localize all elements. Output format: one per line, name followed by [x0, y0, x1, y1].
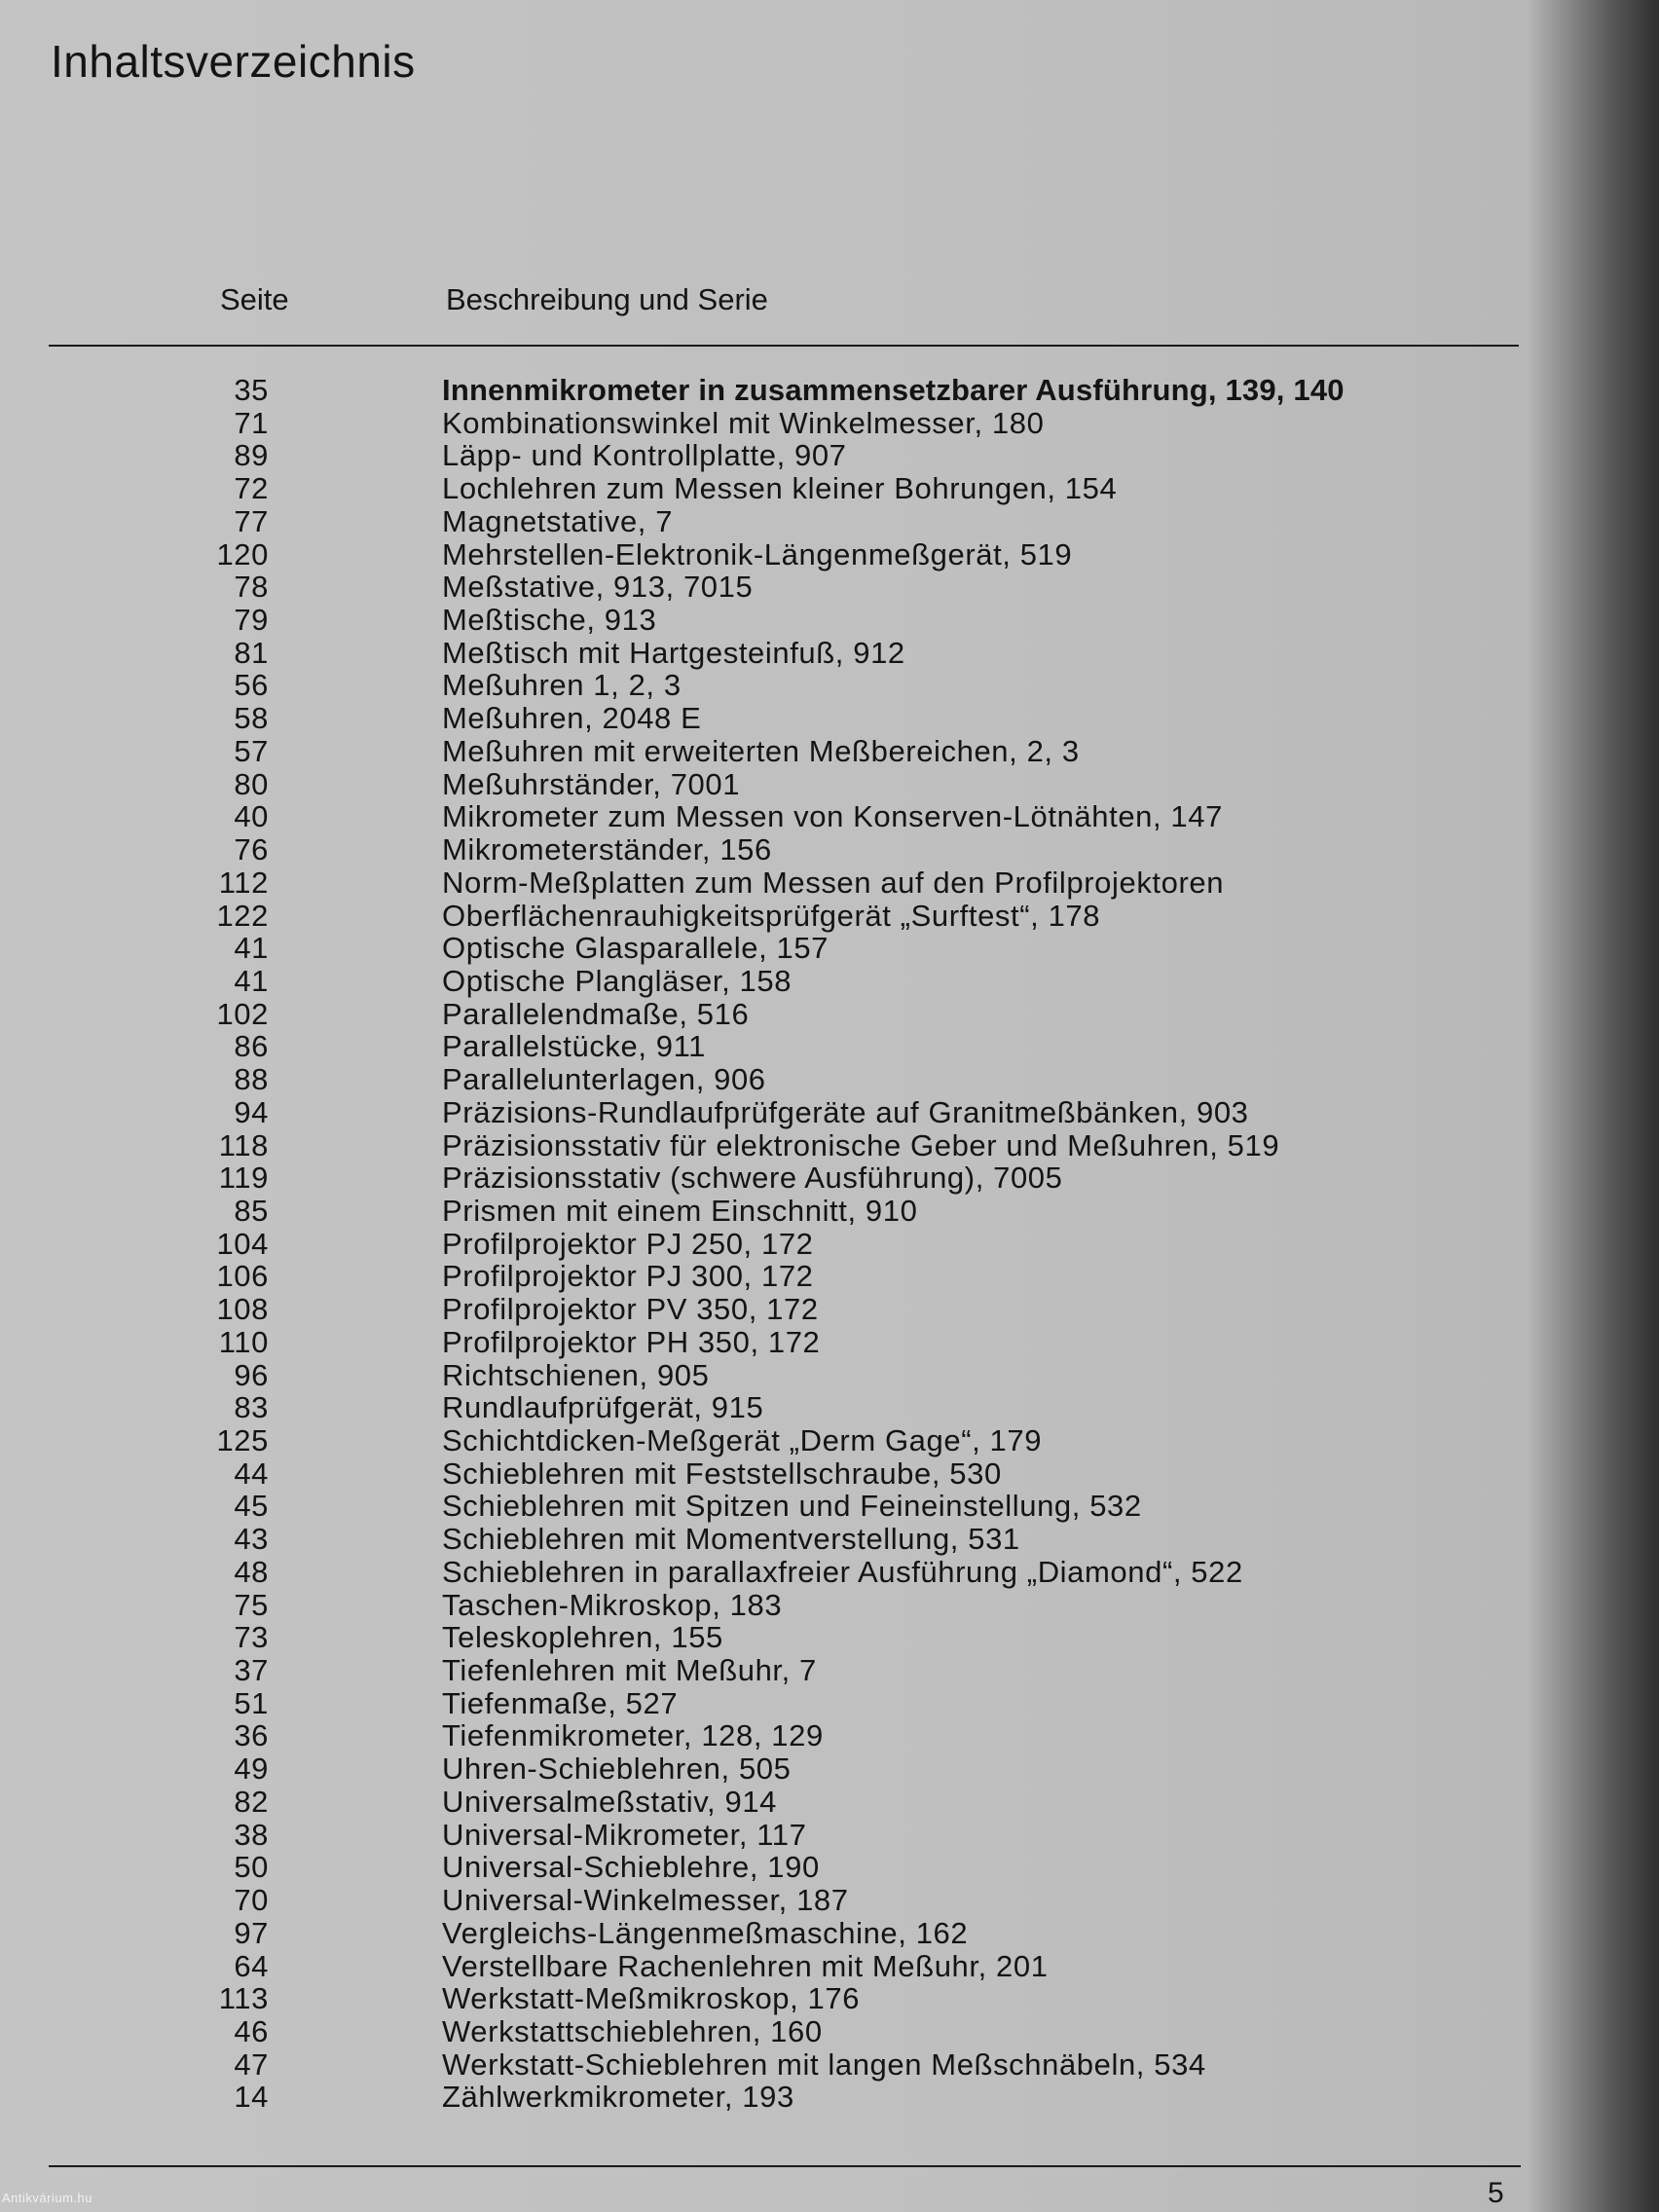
- toc-entry: [0, 1030, 1659, 1063]
- toc-entry: [0, 637, 1659, 670]
- toc-entry-description: Universal-Mikrometer, 117: [442, 1817, 807, 1852]
- toc-entry: [0, 1523, 1659, 1556]
- toc-entry-page: 14: [234, 2080, 269, 2115]
- toc-entry-description: Uhren-Schieblehren, 505: [442, 1751, 792, 1787]
- toc-entry-page: 82: [234, 1784, 269, 1819]
- toc-entry-description: Kombinationswinkel mit Winkelmesser, 180: [442, 405, 1045, 440]
- toc-entry-page: 125: [216, 1423, 269, 1457]
- toc-entry-page: 120: [216, 536, 269, 571]
- toc-entry-description: Profilprojektor PJ 250, 172: [442, 1226, 814, 1261]
- toc-entry-page: 118: [218, 1127, 269, 1162]
- page-title: Inhaltsverzeichnis: [51, 36, 416, 87]
- toc-entry: [0, 1293, 1659, 1326]
- toc-entry-description: Präzisionsstativ für elektronische Geber und Meßuhren, 519: [442, 1127, 1280, 1162]
- toc-entry: [0, 1654, 1659, 1687]
- toc-entry: [0, 1589, 1659, 1622]
- toc-entry-page: 36: [234, 1718, 269, 1753]
- toc-entry-description: Universal-Winkelmesser, 187: [442, 1883, 849, 1918]
- toc-entry-description: Werkstattschieblehren, 160: [442, 2013, 823, 2048]
- toc-entry: [0, 1096, 1659, 1129]
- toc-entry-page: 70: [234, 1883, 269, 1918]
- toc-entry: [0, 1129, 1659, 1162]
- toc-entry-description: Norm-Meßplatten zum Messen auf den Profilprojektoren: [442, 865, 1225, 900]
- toc-entry: [0, 768, 1659, 801]
- toc-entry: [0, 2015, 1659, 2048]
- toc-entry: [0, 1556, 1659, 1589]
- toc-entry-description: Profilprojektor PV 350, 172: [442, 1292, 819, 1327]
- toc-entry-description: Vergleichs-Längenmeßmaschine, 162: [442, 1915, 969, 1950]
- toc-entry-description: Präzisionsstativ (schwere Ausführung), 7005: [442, 1161, 1063, 1196]
- toc-entry-description: Teleskoplehren, 155: [442, 1620, 723, 1655]
- toc-entry-description: Universalmeßstativ, 914: [442, 1784, 778, 1819]
- toc-entry-description: Profilprojektor PH 350, 172: [442, 1324, 821, 1359]
- toc-entry-page: 110: [218, 1324, 269, 1359]
- toc-entry-page: 96: [234, 1357, 269, 1392]
- toc-entry: [0, 505, 1659, 538]
- toc-entry-page: 51: [234, 1685, 269, 1720]
- toc-entry-page: 89: [234, 438, 269, 473]
- toc-entry-description: Innenmikrometer in zusammensetzbarer Ausführung, 139, 140: [442, 373, 1345, 407]
- toc-entry-page: 77: [234, 503, 269, 538]
- toc-entry: [0, 1161, 1659, 1195]
- toc-entry-page: 49: [234, 1751, 269, 1787]
- toc-entry: [0, 1260, 1659, 1293]
- toc-list: [0, 374, 1659, 2114]
- toc-entry: [0, 1884, 1659, 1917]
- toc-entry-page: 73: [234, 1620, 269, 1655]
- toc-entry: [0, 1228, 1659, 1261]
- toc-entry-description: Mikrometer zum Messen von Konserven-Lötnähten, 147: [442, 799, 1223, 834]
- toc-entry-description: Lochlehren zum Messen kleiner Bohrungen, 154: [442, 471, 1118, 506]
- toc-entry: [0, 1457, 1659, 1491]
- toc-entry: [0, 2048, 1659, 2082]
- toc-entry: [0, 900, 1659, 933]
- toc-entry: [0, 1687, 1659, 1720]
- toc-entry-page: 119: [218, 1161, 269, 1196]
- toc-entry-page: 113: [218, 1981, 269, 2016]
- toc-entry-page: 44: [234, 1456, 269, 1491]
- toc-entry-description: Prismen mit einem Einschnitt, 910: [442, 1193, 918, 1228]
- toc-entry-page: 35: [234, 373, 269, 407]
- toc-entry: [0, 407, 1659, 440]
- toc-entry: [0, 571, 1659, 604]
- toc-entry-description: Zählwerkmikrometer, 193: [442, 2080, 794, 2115]
- toc-entry-page: 46: [234, 2013, 269, 2048]
- toc-entry-page: 79: [234, 603, 269, 638]
- toc-entry: [0, 1391, 1659, 1424]
- toc-entry: [0, 1063, 1659, 1096]
- toc-entry: [0, 932, 1659, 965]
- toc-entry: [0, 866, 1659, 900]
- toc-entry-page: 64: [234, 1948, 269, 1983]
- toc-entry-description: Oberflächenrauhigkeitsprüfgerät „Surftest“, 178: [442, 898, 1101, 933]
- toc-entry: [0, 1752, 1659, 1786]
- toc-entry-description: Schieblehren mit Feststellschraube, 530: [442, 1456, 1002, 1491]
- toc-entry-page: 48: [234, 1554, 269, 1589]
- toc-entry-description: Profilprojektor PJ 300, 172: [442, 1259, 814, 1294]
- toc-entry-description: Magnetstative, 7: [442, 503, 674, 538]
- toc-entry-page: 97: [234, 1915, 269, 1950]
- toc-entry-page: 106: [216, 1259, 269, 1294]
- watermark: Antikvárium.hu: [2, 2191, 92, 2205]
- toc-entry: [0, 538, 1659, 571]
- toc-entry-page: 41: [234, 963, 269, 998]
- toc-entry-description: Meßstative, 913, 7015: [442, 570, 754, 605]
- toc-entry-page: 56: [234, 668, 269, 703]
- toc-entry: [0, 374, 1659, 407]
- toc-entry-page: 57: [234, 733, 269, 768]
- toc-entry-description: Schichtdicken-Meßgerät „Derm Gage“, 179: [442, 1423, 1043, 1457]
- toc-entry-description: Parallelunterlagen, 906: [442, 1062, 766, 1097]
- toc-entry-description: Taschen-Mikroskop, 183: [442, 1587, 783, 1622]
- toc-entry-page: 78: [234, 570, 269, 605]
- toc-entry: [0, 472, 1659, 505]
- toc-entry-description: Präzisions-Rundlaufprüfgeräte auf Granitmeßbänken, 903: [442, 1094, 1249, 1129]
- toc-entry-description: Werkstatt-Schieblehren mit langen Meßschnäbeln, 534: [442, 2046, 1206, 2082]
- toc-entry-description: Universal-Schieblehre, 190: [442, 1850, 820, 1885]
- toc-entry: [0, 1950, 1659, 1983]
- toc-entry: [0, 998, 1659, 1031]
- toc-entry-description: Rundlaufprüfgerät, 915: [442, 1390, 764, 1425]
- toc-entry: [0, 1621, 1659, 1654]
- toc-entry-description: Tiefenmaße, 527: [442, 1685, 679, 1720]
- toc-entry-page: 81: [234, 635, 269, 670]
- page-number: 5: [1488, 2177, 1504, 2209]
- toc-entry-description: Meßuhren 1, 2, 3: [442, 668, 682, 703]
- toc-entry-page: 80: [234, 766, 269, 801]
- toc-entry: [0, 833, 1659, 866]
- toc-entry: [0, 965, 1659, 998]
- toc-entry-description: Tiefenlehren mit Meßuhr, 7: [442, 1653, 817, 1688]
- toc-entry: [0, 800, 1659, 833]
- toc-entry: [0, 702, 1659, 735]
- toc-entry-description: Parallelendmaße, 516: [442, 996, 750, 1031]
- toc-entry: [0, 1326, 1659, 1359]
- toc-entry: [0, 735, 1659, 768]
- toc-entry-page: 40: [234, 799, 269, 834]
- column-header-page: Seite: [220, 282, 289, 316]
- toc-entry-page: 37: [234, 1653, 269, 1688]
- toc-entry: [0, 1490, 1659, 1523]
- toc-entry-page: 47: [234, 2046, 269, 2082]
- toc-entry-page: 72: [234, 471, 269, 506]
- toc-entry: [0, 1851, 1659, 1884]
- toc-entry-page: 122: [216, 898, 269, 933]
- toc-entry: [0, 669, 1659, 702]
- toc-entry-page: 38: [234, 1817, 269, 1852]
- toc-entry-page: 108: [216, 1292, 269, 1327]
- toc-entry: [0, 439, 1659, 472]
- toc-entry-description: Schieblehren in parallaxfreier Ausführung „Diamond“, 522: [442, 1554, 1243, 1589]
- toc-entry-page: 71: [234, 405, 269, 440]
- toc-entry-description: Mehrstellen-Elektronik-Längenmeßgerät, 519: [442, 536, 1073, 571]
- toc-entry-page: 41: [234, 931, 269, 966]
- toc-entry-description: Optische Glasparallele, 157: [442, 931, 830, 966]
- toc-entry-description: Werkstatt-Meßmikroskop, 176: [442, 1981, 861, 2016]
- toc-entry-description: Läpp- und Kontrollplatte, 907: [442, 438, 847, 473]
- toc-entry-description: Meßuhren, 2048 E: [442, 701, 702, 736]
- toc-entry-description: Tiefenmikrometer, 128, 129: [442, 1718, 824, 1753]
- toc-entry-description: Meßtische, 913: [442, 603, 657, 638]
- footer-divider: [49, 2165, 1521, 2167]
- toc-entry-page: 75: [234, 1587, 269, 1622]
- toc-entry: [0, 2081, 1659, 2114]
- toc-entry: [0, 1786, 1659, 1819]
- toc-entry: [0, 1917, 1659, 1950]
- column-header-description: Beschreibung und Serie: [446, 282, 768, 316]
- toc-entry-description: Verstellbare Rachenlehren mit Meßuhr, 201: [442, 1948, 1049, 1983]
- toc-entry-page: 83: [234, 1390, 269, 1425]
- toc-entry-page: 104: [216, 1226, 269, 1261]
- toc-entry-page: 58: [234, 701, 269, 736]
- toc-entry-page: 86: [234, 1029, 269, 1064]
- toc-entry-description: Schieblehren mit Spitzen und Feineinstellung, 532: [442, 1489, 1142, 1524]
- toc-entry-page: 88: [234, 1062, 269, 1097]
- toc-entry-page: 112: [218, 865, 269, 900]
- toc-entry-page: 50: [234, 1850, 269, 1885]
- toc-entry: [0, 1424, 1659, 1457]
- toc-entry-description: Meßuhrständer, 7001: [442, 766, 741, 801]
- toc-entry: [0, 1819, 1659, 1852]
- toc-entry: [0, 1195, 1659, 1228]
- toc-entry-page: 94: [234, 1094, 269, 1129]
- toc-entry-page: 102: [216, 996, 269, 1031]
- toc-entry-description: Schieblehren mit Momentverstellung, 531: [442, 1522, 1020, 1557]
- toc-entry-description: Meßtisch mit Hartgesteinfuß, 912: [442, 635, 905, 670]
- toc-entry: [0, 1359, 1659, 1392]
- header-divider: [49, 345, 1519, 347]
- toc-entry: [0, 604, 1659, 637]
- toc-entry-page: 85: [234, 1193, 269, 1228]
- toc-entry-description: Mikrometerständer, 156: [442, 832, 772, 867]
- toc-entry-description: Optische Plangläser, 158: [442, 963, 793, 998]
- toc-entry-description: Meßuhren mit erweiterten Meßbereichen, 2, 3: [442, 733, 1080, 768]
- toc-entry-description: Parallelstücke, 911: [442, 1029, 707, 1064]
- toc-entry: [0, 1719, 1659, 1752]
- toc-entry-description: Richtschienen, 905: [442, 1357, 710, 1392]
- toc-entry-page: 76: [234, 832, 269, 867]
- toc-entry-page: 45: [234, 1489, 269, 1524]
- toc-entry-page: 43: [234, 1522, 269, 1557]
- toc-entry: [0, 1982, 1659, 2015]
